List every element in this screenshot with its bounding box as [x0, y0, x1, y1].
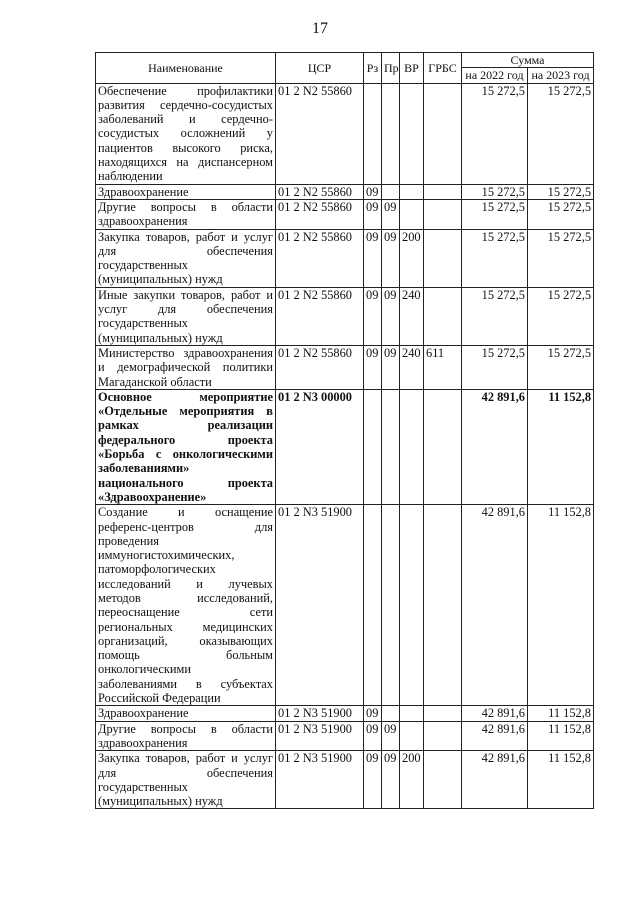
- row-sum-2023: 11 152,8: [528, 751, 594, 809]
- header-sum: Сумма: [462, 53, 594, 68]
- row-rz: [364, 505, 382, 706]
- row-csr: 01 2 N2 55860: [276, 83, 364, 184]
- row-csr: 01 2 N2 55860: [276, 199, 364, 229]
- row-vr: [400, 199, 424, 229]
- table-row: [96, 751, 594, 809]
- row-vr: [400, 83, 424, 184]
- table-row: [96, 83, 594, 184]
- row-grbs: [424, 505, 462, 706]
- row-name: Иные закупки товаров, работ и услуг для обеспечения государственных (муниципальных) нужд: [96, 287, 276, 345]
- row-sum-2023: 15 272,5: [528, 287, 594, 345]
- row-sum-2022: 42 891,6: [462, 721, 528, 751]
- table-row: [96, 389, 594, 504]
- header-2022: на 2022 год: [462, 68, 528, 83]
- row-csr: 01 2 N3 51900: [276, 706, 364, 721]
- row-name: Закупка товаров, работ и услуг для обеспечения государственных (муниципальных) нужд: [96, 751, 276, 809]
- row-csr: 01 2 N2 55860: [276, 229, 364, 287]
- row-name: Обеспечение профилактики развития сердечно-сосудистых заболеваний и сердечно-сосудистых осложнений у пациентов высокого риска, находящихся на диспансерном наблюдении: [96, 83, 276, 184]
- row-pr: 09: [382, 345, 400, 389]
- page-number: 17: [312, 20, 328, 37]
- row-name: Здравоохранение: [96, 184, 276, 199]
- row-vr: [400, 706, 424, 721]
- row-rz: 09: [364, 229, 382, 287]
- header-rz: Рз: [364, 53, 382, 84]
- row-name: Другие вопросы в области здравоохранения: [96, 721, 276, 751]
- row-vr: [400, 184, 424, 199]
- row-vr: 240: [400, 287, 424, 345]
- header-vr: ВР: [400, 53, 424, 84]
- row-csr: 01 2 N3 51900: [276, 751, 364, 809]
- row-grbs: 611: [424, 345, 462, 389]
- row-name: Создание и оснащение референс-центров для проведения иммуногистохимических, патоморфологических исследований и лучевых методов исследований, переоснащение сети региональных медицинских организаций, оказывающих помощь больным онкологическими заболеваниями в субъектах Российской Федерации: [96, 505, 276, 706]
- row-rz: 09: [364, 287, 382, 345]
- table-row: [96, 345, 594, 389]
- row-rz: 09: [364, 706, 382, 721]
- row-name: Здравоохранение: [96, 706, 276, 721]
- row-csr: 01 2 N2 55860: [276, 184, 364, 199]
- row-pr: 09: [382, 199, 400, 229]
- row-sum-2022: 42 891,6: [462, 751, 528, 809]
- row-sum-2022: 42 891,6: [462, 505, 528, 706]
- row-vr: [400, 505, 424, 706]
- row-pr: [382, 389, 400, 504]
- row-pr: [382, 706, 400, 721]
- row-csr: 01 2 N3 51900: [276, 505, 364, 706]
- row-name: Закупка товаров, работ и услуг для обеспечения государственных (муниципальных) нужд: [96, 229, 276, 287]
- row-grbs: [424, 389, 462, 504]
- row-grbs: [424, 229, 462, 287]
- row-csr: 01 2 N2 55860: [276, 287, 364, 345]
- table-row: [96, 721, 594, 751]
- row-sum-2022: 42 891,6: [462, 706, 528, 721]
- row-rz: 09: [364, 184, 382, 199]
- row-grbs: [424, 706, 462, 721]
- header-csr: ЦСР: [276, 53, 364, 84]
- table-row: [96, 199, 594, 229]
- row-pr: 09: [382, 287, 400, 345]
- row-pr: [382, 83, 400, 184]
- row-grbs: [424, 751, 462, 809]
- row-pr: 09: [382, 721, 400, 751]
- table-row: [96, 505, 594, 706]
- row-grbs: [424, 184, 462, 199]
- row-name: Основное мероприятие «Отдельные мероприятия в рамках реализации федерального проекта «Борьба с онкологическими заболеваниями» национального проекта «Здравоохранение»: [96, 389, 276, 504]
- header-name: Наименование: [96, 53, 276, 84]
- row-sum-2022: 15 272,5: [462, 199, 528, 229]
- table-row: [96, 706, 594, 721]
- table-row: [96, 184, 594, 199]
- row-sum-2022: 15 272,5: [462, 83, 528, 184]
- row-sum-2023: 15 272,5: [528, 199, 594, 229]
- row-sum-2022: 42 891,6: [462, 389, 528, 504]
- row-grbs: [424, 83, 462, 184]
- row-sum-2023: 15 272,5: [528, 229, 594, 287]
- row-vr: [400, 721, 424, 751]
- row-sum-2023: 15 272,5: [528, 345, 594, 389]
- row-grbs: [424, 287, 462, 345]
- row-pr: 09: [382, 229, 400, 287]
- table-header-row: [96, 53, 594, 68]
- row-sum-2023: 15 272,5: [528, 184, 594, 199]
- row-sum-2023: 11 152,8: [528, 389, 594, 504]
- row-grbs: [424, 721, 462, 751]
- row-pr: [382, 184, 400, 199]
- row-rz: [364, 389, 382, 504]
- row-sum-2023: 11 152,8: [528, 505, 594, 706]
- row-pr: [382, 505, 400, 706]
- budget-table: [95, 52, 594, 809]
- row-sum-2023: 11 152,8: [528, 721, 594, 751]
- row-pr: 09: [382, 751, 400, 809]
- row-rz: 09: [364, 345, 382, 389]
- table-row: [96, 229, 594, 287]
- row-sum-2023: 11 152,8: [528, 706, 594, 721]
- row-rz: 09: [364, 199, 382, 229]
- row-sum-2022: 15 272,5: [462, 287, 528, 345]
- row-grbs: [424, 199, 462, 229]
- row-sum-2023: 15 272,5: [528, 83, 594, 184]
- row-sum-2022: 15 272,5: [462, 229, 528, 287]
- row-vr: 200: [400, 229, 424, 287]
- row-vr: 240: [400, 345, 424, 389]
- row-rz: 09: [364, 751, 382, 809]
- row-sum-2022: 15 272,5: [462, 345, 528, 389]
- row-vr: [400, 389, 424, 504]
- header-pr: Пр: [382, 53, 400, 84]
- row-rz: [364, 83, 382, 184]
- row-name: Другие вопросы в области здравоохранения: [96, 199, 276, 229]
- header-grbs: ГРБС: [424, 53, 462, 84]
- row-rz: 09: [364, 721, 382, 751]
- table-row: [96, 287, 594, 345]
- row-vr: 200: [400, 751, 424, 809]
- row-csr: 01 2 N2 55860: [276, 345, 364, 389]
- row-sum-2022: 15 272,5: [462, 184, 528, 199]
- row-name: Министерство здравоохранения и демографической политики Магаданской области: [96, 345, 276, 389]
- row-csr: 01 2 N3 51900: [276, 721, 364, 751]
- row-csr: 01 2 N3 00000: [276, 389, 364, 504]
- header-2023: на 2023 год: [528, 68, 594, 83]
